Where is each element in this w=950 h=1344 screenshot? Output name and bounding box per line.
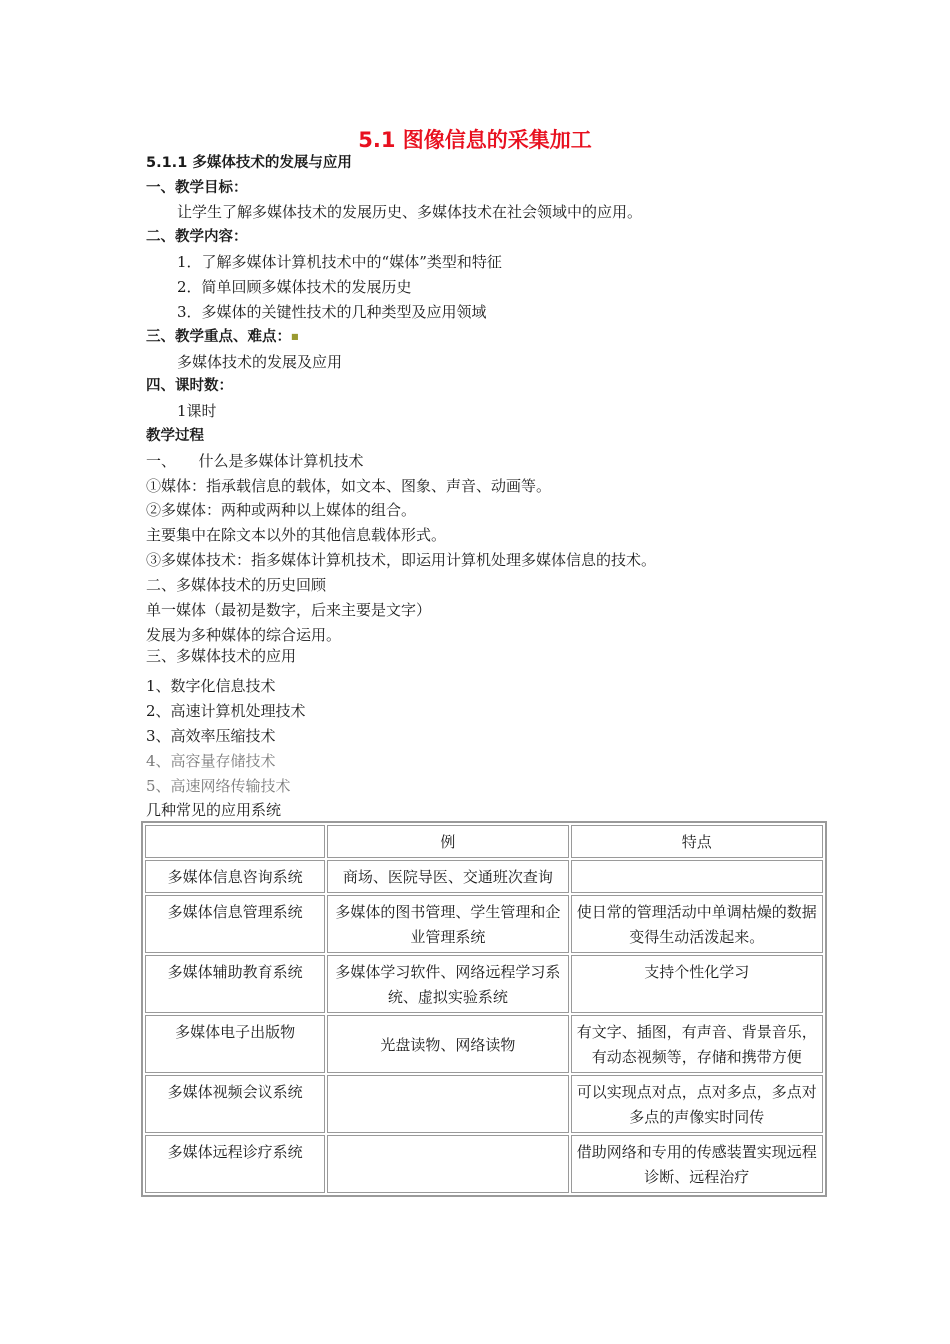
table-cell: 多媒体的图书管理、学生管理和企业管理系统 <box>327 895 568 953</box>
process-heading: 教学过程 <box>146 428 204 444</box>
table-cell: 可以实现点对点，点对多点，多点对多点的声像实时同传 <box>571 1075 823 1133</box>
section-subtitle: 5.1.1 多媒体技术的发展与应用 <box>146 155 352 171</box>
table-cell <box>327 1135 568 1193</box>
table-cell: 多媒体学习软件、网络远程学习系统、虚拟实验系统 <box>327 955 568 1013</box>
table-row <box>145 1015 823 1073</box>
process-line: 单一媒体（最初是数字，后来主要是文字） <box>146 601 432 619</box>
table-row <box>145 955 823 1013</box>
systems-caption: 几种常见的应用系统 <box>146 801 282 819</box>
process-line: 发展为多种媒体的综合运用。 <box>146 626 342 644</box>
table-cell: 多媒体电子出版物 <box>145 1015 325 1073</box>
table-cell: 使日常的管理活动中单调枯燥的数据变得生动活泼起来。 <box>571 895 823 953</box>
table-header-cell: 例 <box>327 825 568 858</box>
table-row <box>145 895 823 953</box>
applications-table <box>141 821 827 1197</box>
table-cell: 借助网络和专用的传感装置实现远程诊断、远程治疗 <box>571 1135 823 1193</box>
process-line: ③多媒体技术：指多媒体计算机技术，即运用计算机处理多媒体信息的技术。 <box>146 551 657 569</box>
table-cell: 多媒体信息管理系统 <box>145 895 325 953</box>
hours-text: 1课时 <box>177 402 217 420</box>
process-line: ②多媒体：两种或两种以上媒体的组合。 <box>146 501 417 519</box>
page-title: 5.1 图像信息的采集加工 <box>358 128 592 152</box>
tech-list-item: 4、高容量存储技术 <box>146 752 276 770</box>
tech-list-item: 3、高效率压缩技术 <box>146 727 276 745</box>
table-row <box>145 1135 823 1193</box>
table-header-cell <box>145 825 325 858</box>
focus-heading: 三、教学重点、难点：■ <box>146 329 299 345</box>
table-header-row <box>145 825 823 858</box>
process-line: 主要集中在除文本以外的其他信息载体形式。 <box>146 526 447 544</box>
content-heading: 二、教学内容： <box>146 229 248 245</box>
table-cell: 支持个性化学习 <box>571 955 823 1013</box>
table-cell: 多媒体信息咨询系统 <box>145 860 325 893</box>
table-cell: 商场、医院导医、交通班次查询 <box>327 860 568 893</box>
table-header-cell: 特点 <box>571 825 823 858</box>
table-cell <box>327 1075 568 1133</box>
goal-heading: 一、教学目标： <box>146 180 248 196</box>
process-line: 三、多媒体技术的应用 <box>146 647 297 665</box>
stray-dot-mark: ■ <box>291 332 299 341</box>
table-cell: 多媒体视频会议系统 <box>145 1075 325 1133</box>
process-line: ①媒体：指承载信息的载体，如文本、图象、声音、动画等。 <box>146 477 552 495</box>
tech-list-item: 1、数字化信息技术 <box>146 677 276 695</box>
table-row <box>145 860 823 893</box>
content-item: 3．多媒体的关键性技术的几种类型及应用领域 <box>177 303 487 321</box>
content-item: 1．了解多媒体计算机技术中的“媒体”类型和特征 <box>177 253 502 271</box>
focus-text: 多媒体技术的发展及应用 <box>177 353 343 371</box>
tech-list-item: 2、高速计算机处理技术 <box>146 702 306 720</box>
goal-text: 让学生了解多媒体技术的发展历史、多媒体技术在社会领域中的应用。 <box>177 203 643 221</box>
content-item: 2．简单回顾多媒体技术的发展历史 <box>177 278 412 296</box>
table-cell: 光盘读物、网络读物 <box>327 1015 568 1073</box>
table-cell: 多媒体辅助教育系统 <box>145 955 325 1013</box>
process-line: 一、 什么是多媒体计算机技术 <box>146 452 364 470</box>
table-cell: 多媒体远程诊疗系统 <box>145 1135 325 1193</box>
hours-heading: 四、课时数： <box>146 378 233 394</box>
table-cell <box>571 860 823 893</box>
tech-list-item: 5、高速网络传输技术 <box>146 777 291 795</box>
table-row <box>145 1075 823 1133</box>
process-line: 二、多媒体技术的历史回顾 <box>146 576 327 594</box>
table-cell: 有文字、插图，有声音、背景音乐，有动态视频等，存储和携带方便 <box>571 1015 823 1073</box>
